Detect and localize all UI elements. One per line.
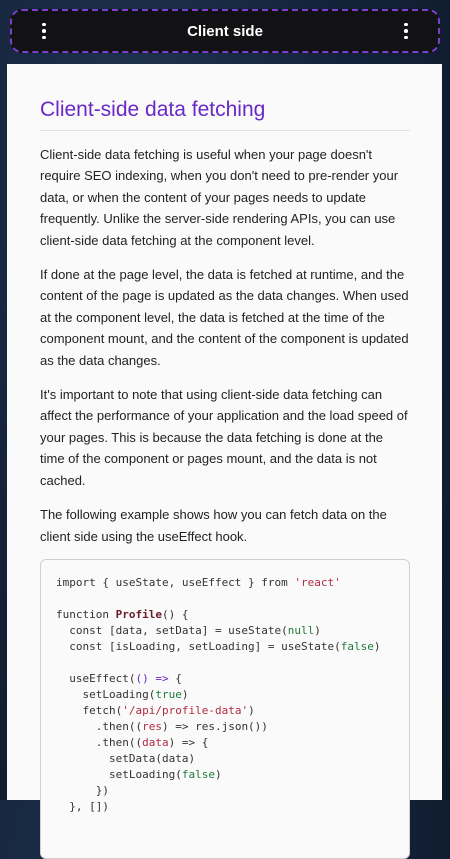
code-token: fetch( bbox=[56, 703, 123, 717]
code-token: res bbox=[142, 719, 162, 733]
article-heading: Client-side data fetching bbox=[40, 98, 410, 131]
code-token: .then(( bbox=[56, 719, 143, 733]
code-token: () => bbox=[135, 671, 169, 685]
code-token: const [isLoading, setLoading] = useState( bbox=[56, 639, 341, 653]
article-paragraph: If done at the page level, the data is fetched at runtime, and the content of the page is updated as the data changes. When used at the component level, the data is fetched at the time of the component mount, and the content of the component is updated as the data changes. bbox=[40, 267, 409, 368]
article-card bbox=[7, 64, 442, 813]
code-token: false bbox=[340, 639, 374, 653]
code-token: ) bbox=[314, 623, 321, 637]
more-vertical-icon[interactable] bbox=[32, 19, 56, 43]
code-token: function bbox=[56, 607, 116, 621]
code-token: }) bbox=[56, 783, 109, 797]
code-line bbox=[56, 767, 394, 783]
code-line bbox=[56, 623, 394, 639]
app-bar bbox=[10, 9, 440, 53]
code-token: useEffect( bbox=[56, 671, 136, 685]
code-line bbox=[56, 671, 394, 687]
code-line bbox=[56, 591, 394, 607]
code-line bbox=[56, 639, 394, 655]
code-line bbox=[56, 799, 394, 815]
code-token: { bbox=[168, 671, 182, 685]
code-line bbox=[56, 575, 394, 591]
code-token: data bbox=[142, 735, 169, 749]
code-block bbox=[40, 559, 410, 859]
code-token: ) bbox=[248, 703, 255, 717]
code-token: setLoading( bbox=[56, 687, 156, 701]
code-line bbox=[56, 655, 394, 671]
code-line bbox=[56, 719, 394, 735]
code-token: true bbox=[155, 687, 182, 701]
code-token: .then(( bbox=[56, 735, 143, 749]
app-bar-title: Client side bbox=[187, 22, 263, 40]
code-token: '/api/profile-data' bbox=[122, 703, 249, 717]
code-token: ) bbox=[214, 767, 222, 781]
code-token: false bbox=[181, 767, 215, 781]
code-line bbox=[56, 703, 394, 719]
code-line bbox=[56, 735, 394, 751]
code-token: setLoading( bbox=[56, 767, 182, 781]
code-token: setData(data) bbox=[56, 751, 196, 765]
article-paragraph: It's important to note that using client-side data fetching can affect the performance of your application and the load speed of your pages. This is because the data fetching is done at the time of the component or pages mount, and the data is not cached. bbox=[40, 387, 408, 488]
code-line bbox=[56, 687, 394, 703]
code-line bbox=[56, 783, 394, 799]
article-paragraph: Client-side data fetching is useful when your page doesn't require SEO indexing, when you don't need to pre-render your data, or when the content of your pages needs to update frequently. Unlike the server-side rendering APIs, you can use client-side data fetching at the component level. bbox=[40, 147, 399, 248]
article-paragraph: The following example shows how you can fetch data on the client side using the useEffect hook. bbox=[40, 507, 387, 544]
code-line bbox=[56, 607, 394, 623]
article-content bbox=[7, 64, 442, 859]
more-vertical-icon[interactable] bbox=[394, 19, 418, 43]
code-line bbox=[56, 751, 394, 767]
code-token: ) bbox=[181, 687, 189, 701]
code-token: null bbox=[287, 623, 315, 637]
code-token: () { bbox=[161, 607, 189, 621]
code-token: 'react' bbox=[294, 575, 341, 589]
code-token: }, []) bbox=[56, 799, 109, 813]
code-token: const [data, setData] = useState( bbox=[56, 623, 288, 637]
code-token: import { useState, useEffect } from bbox=[56, 575, 295, 589]
code-token: ) => res.json()) bbox=[161, 719, 268, 733]
code-token: ) bbox=[373, 639, 381, 653]
code-token: Profile bbox=[115, 607, 162, 621]
code-token: ) => { bbox=[168, 735, 209, 749]
